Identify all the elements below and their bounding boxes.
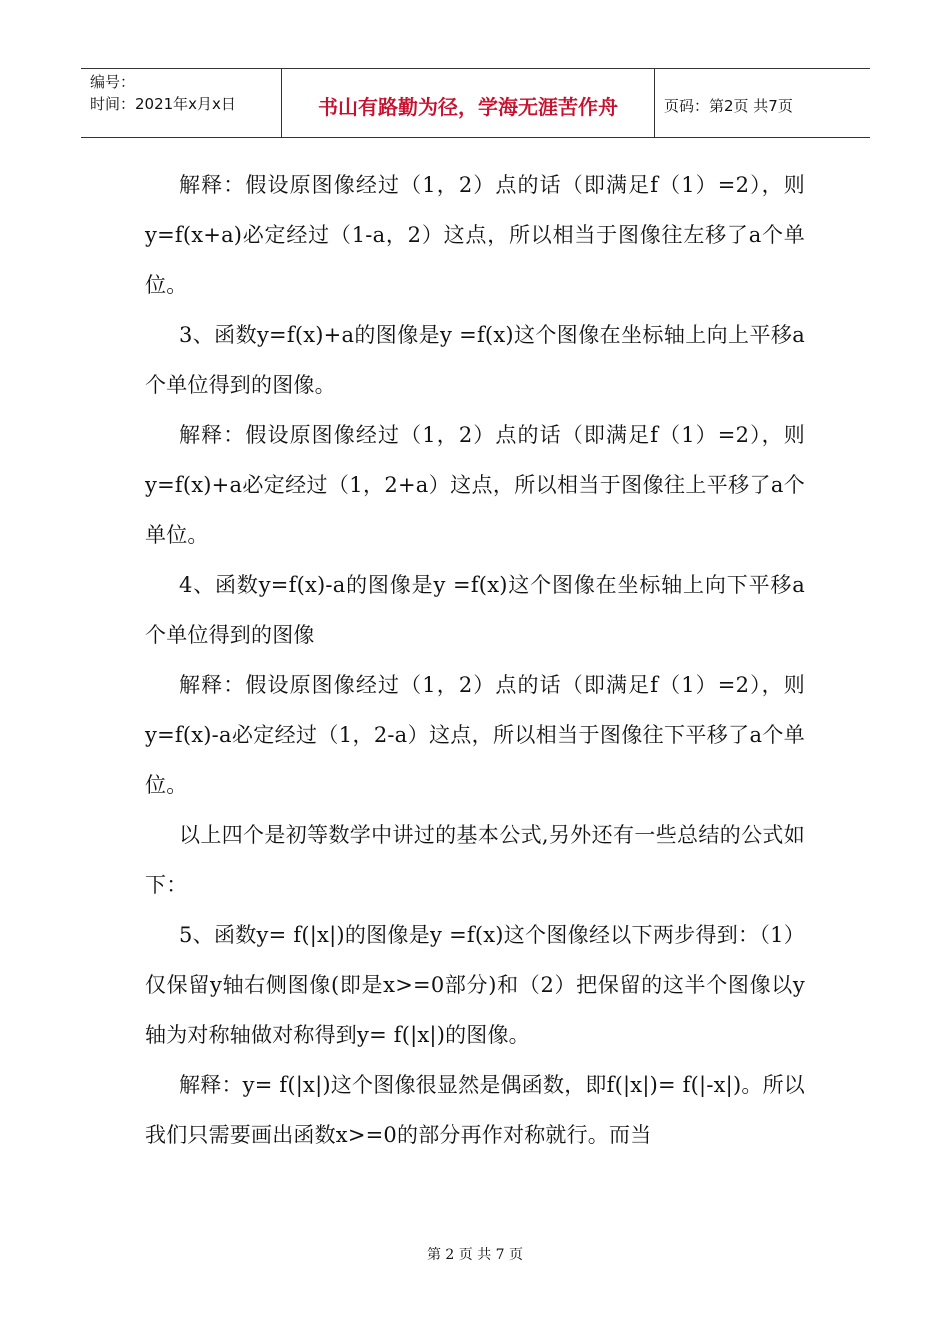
paragraph-explanation-left-shift: 解释：假设原图像经过（1，2）点的话（即满足f（1）=2），则y=f(x+a)必定经过（1-a，2）这点，所以相当于图像往左移了a个单位。	[145, 173, 805, 297]
page-header	[81, 68, 870, 138]
paragraph-rule-4: 4、函数y=f(x)-a的图像是y =f(x)这个图像在坐标轴上向下平移a个单位得到的图像	[145, 573, 805, 647]
page-footer: 第 2 页 共 7 页	[426, 1247, 524, 1263]
paragraph-rule-5: 5、函数y= f(|x|)的图像是y =f(x)这个图像经以下两步得到：（1）仅保留y轴右侧图像(即是x>=0部分)和（2）把保留的这半个图像以y轴为对称轴做对称得到y= f(|x|)的图像。	[145, 923, 805, 1047]
document-body	[145, 160, 805, 1160]
document-date: 时间：2021年x月x日	[90, 95, 236, 113]
document-number-label: 编号：	[90, 73, 136, 91]
paragraph-summary: 以上四个是初等数学中讲过的基本公式,另外还有一些总结的公式如下：	[145, 823, 805, 897]
header-meta	[81, 69, 282, 137]
header-page-info: 页码：第2页 共7页	[664, 96, 793, 115]
header-motto: 书山有路勤为径，学海无涯苦作舟	[282, 69, 655, 137]
paragraph-explanation-even-function: 解释：y= f(|x|)这个图像很显然是偶函数，即f(|x|)= f(|-x|)。所以我们只需要画出函数x>=0的部分再作对称就行。而当	[145, 1073, 805, 1147]
paragraph-explanation-down-shift: 解释：假设原图像经过（1，2）点的话（即满足f（1）=2），则y=f(x)-a必定经过（1，2-a）这点，所以相当于图像往下平移了a个单位。	[145, 673, 805, 797]
paragraph-explanation-up-shift: 解释：假设原图像经过（1，2）点的话（即满足f（1）=2），则y=f(x)+a必定经过（1，2+a）这点，所以相当于图像往上平移了a个单位。	[145, 423, 805, 547]
paragraph-rule-3: 3、函数y=f(x)+a的图像是y =f(x)这个图像在坐标轴上向上平移a个单位得到的图像。	[145, 323, 805, 397]
